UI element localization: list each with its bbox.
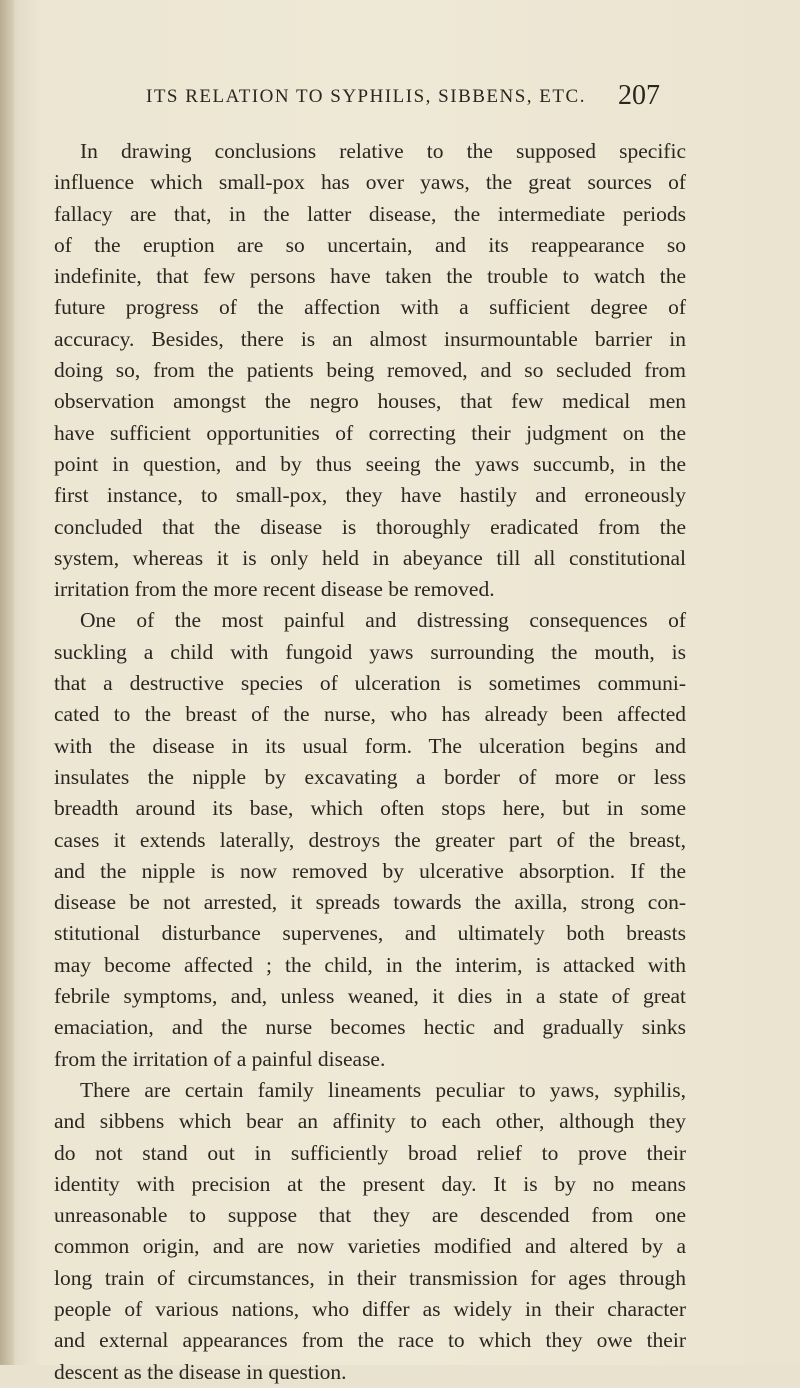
text-line: of the eruption are so uncertain, and its reappearance so [54, 232, 686, 257]
text-line: long train of circumstances, in their transmission for ages through [54, 1265, 686, 1290]
text-line: emaciation, and the nurse becomes hectic and gradually sinks [54, 1015, 686, 1040]
text-line: There are certain family lineaments peculiar to yaws, syphilis, [80, 1077, 686, 1102]
running-head: ITS RELATION TO SYPHILIS, SIBBENS, ETC. [146, 86, 586, 107]
text-line: and sibbens which bear an affinity to each other, although they [54, 1109, 686, 1134]
text-line: descent as the disease in question. [54, 1359, 347, 1384]
text-line: do not stand out in sufficiently broad relief to prove their [54, 1140, 686, 1165]
text-line: unreasonable to suppose that they are descended from one [54, 1203, 686, 1228]
text-line: and external appearances from the race to which they owe their [54, 1328, 686, 1353]
text-line: febrile symptoms, and, unless weaned, it dies in a state of great [54, 984, 686, 1009]
text-line: indefinite, that few persons have taken the trouble to watch the [54, 264, 686, 289]
text-line: fallacy are that, in the latter disease, the intermediate periods [54, 201, 686, 226]
text-line: influence which small-pox has over yaws, the great sources of [54, 170, 686, 195]
text-line: identity with precision at the present day. It is by no means [54, 1171, 686, 1196]
binding-edge [0, 0, 14, 1365]
text-line: accuracy. Besides, there is an almost insurmountable barrier in [54, 326, 686, 351]
text-line: with the disease in its usual form. The ulceration begins and [54, 733, 686, 758]
text-line: doing so, from the patients being removed, and so secluded from [54, 358, 686, 383]
text-line: point in question, and by thus seeing the yaws succumb, in the [54, 451, 686, 476]
text-line: observation amongst the negro houses, that few medical men [54, 389, 686, 414]
text-line: that a destructive species of ulceration is sometimes communi- [54, 671, 686, 696]
text-line: suckling a child with fungoid yaws surrounding the mouth, is [54, 639, 686, 664]
text-line: from the irritation of a painful disease. [54, 1046, 386, 1071]
text-line: stitutional disturbance supervenes, and ultimately both breasts [54, 921, 686, 946]
text-line: and the nipple is now removed by ulcerative absorption. If the [54, 858, 686, 883]
page-number: 207 [618, 80, 660, 111]
text-line: common origin, and are now varieties modified and altered by a [54, 1234, 686, 1259]
text-line: people of various nations, who differ as widely in their character [54, 1296, 686, 1321]
body-text [54, 136, 686, 1388]
text-line: may become affected ; the child, in the interim, is attacked with [54, 952, 686, 977]
text-line: In drawing conclusions relative to the supposed specific [80, 139, 686, 163]
text-line: system, whereas it is only held in abeyance till all constitutional [54, 545, 686, 570]
text-line: cases it extends laterally, destroys the greater part of the breast, [54, 827, 686, 852]
text-line: One of the most painful and distressing consequences of [80, 608, 686, 633]
text-line: irritation from the more recent disease be removed. [54, 577, 495, 602]
text-line: have sufficient opportunities of correcting their judgment on the [54, 420, 686, 445]
text-line: disease be not arrested, it spreads towards the axilla, strong con- [54, 890, 686, 915]
text-line: future progress of the affection with a sufficient degree of [54, 295, 686, 320]
text-line: breadth around its base, which often stops here, but in some [54, 796, 686, 821]
text-line: concluded that the disease is thoroughly eradicated from the [54, 514, 686, 539]
text-line: insulates the nipple by excavating a border of more or less [54, 764, 686, 789]
text-line: first instance, to small-pox, they have hastily and erroneously [54, 483, 686, 508]
text-line: cated to the breast of the nurse, who has already been affected [54, 702, 686, 727]
